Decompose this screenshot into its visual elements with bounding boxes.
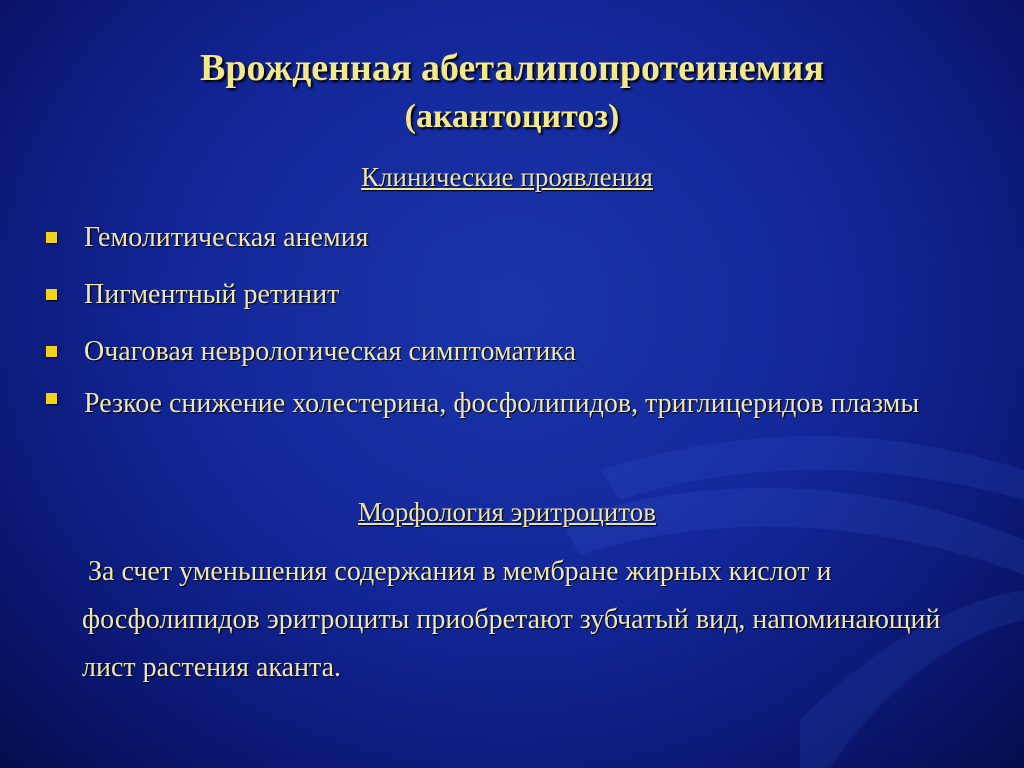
square-bullet-icon [46, 393, 57, 404]
bullet-list [40, 218, 980, 446]
list-item [40, 379, 980, 429]
square-bullet-icon [46, 346, 57, 357]
list-item [40, 332, 980, 372]
slide-title: Врожденная абеталипопротеинемия [199, 47, 824, 89]
section-heading-morphology: Морфология эритроцитов [358, 497, 656, 527]
bullet-text: Очаговая неврологическая симптоматика [84, 336, 577, 367]
bullet-text: Гемолитическая анемия [84, 222, 369, 253]
list-item [40, 275, 980, 315]
square-bullet-icon [46, 232, 57, 243]
section-heading-clinical: Клинические проявления [361, 162, 653, 192]
morphology-paragraph: За счет уменьшения содержания в мембране жирных кислот и фосфолипидов эритроциты приобретают зубчатый вид, напоминающий лист растения аканта. [82, 556, 941, 683]
list-item [40, 218, 980, 258]
bullet-text: Резкое снижение холестерина, фосфолипидов, триглицеридов плазмы [84, 388, 920, 419]
slide-subtitle: (акантоцитоз) [404, 98, 620, 135]
square-bullet-icon [46, 289, 57, 300]
bullet-text: Пигментный ретинит [84, 279, 340, 310]
